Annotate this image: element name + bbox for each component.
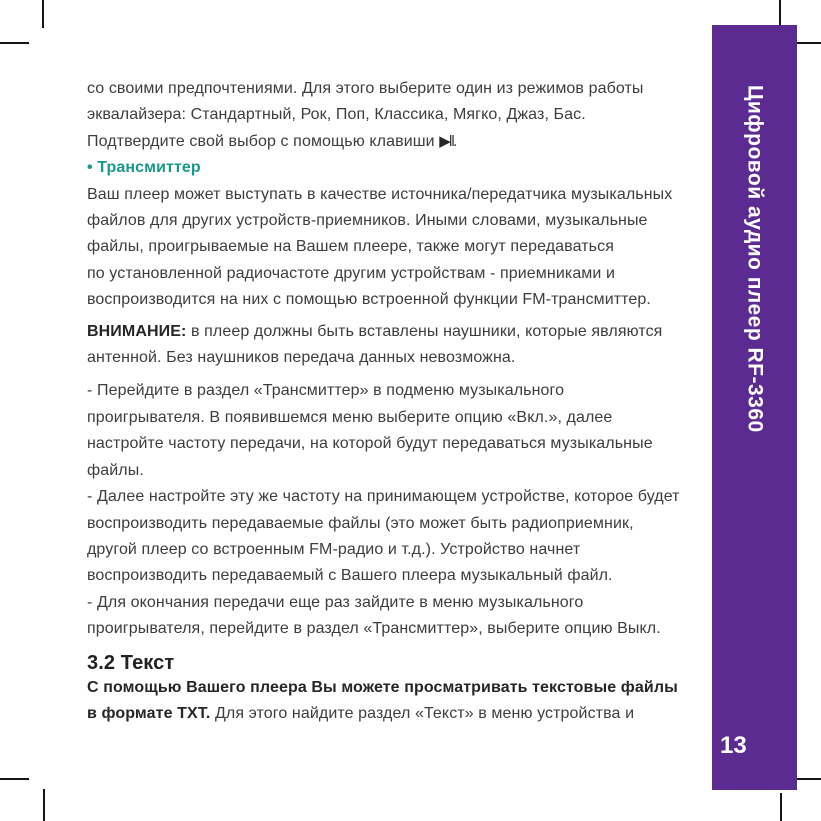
body-line <box>87 701 683 727</box>
body-line: Ваш плеер может выступать в качестве источника/передатчика музыкальных <box>87 185 673 203</box>
body-line: проигрывателя, перейдите в раздел «Трансмиттер», выберите опцию Выкл. <box>87 620 661 638</box>
body-line: воспроизводить передаваемые файлы (это может быть радиоприемник, <box>87 514 634 532</box>
body-line <box>87 319 683 345</box>
body-line: файлы, проигрываемые на Вашем плеере, также могут передаваться <box>87 238 614 256</box>
transmitter-heading-label: Трансмиттер <box>97 159 201 177</box>
body-line: настройте частоту передачи, на которой будут передаваться музыкальные <box>87 435 653 453</box>
paragraph-equalizer <box>87 76 683 155</box>
body-line-text: Для этого найдите раздел «Текст» в меню устройства и <box>210 704 635 722</box>
section-heading-3-2: 3.2 Текст <box>87 651 175 674</box>
body-line: воспроизводится на них с помощью встроенной функции FM-трансмиттер. <box>87 291 651 309</box>
body-line: - Далее настройте эту же частоту на принимающем устройстве, которое будет <box>87 488 680 506</box>
body-line: по установленной радиочастоте другим устройствам - приемниками и <box>87 264 616 282</box>
body-line: проигрывателя. В появившемся меню выберите опцию «Вкл.», далее <box>87 408 613 426</box>
crop-mark-bottom-left-horizontal <box>0 778 29 780</box>
transmitter-section-heading <box>87 155 683 181</box>
txt-format-label: в формате TXT. <box>87 704 211 722</box>
body-line: эквалайзера: Стандартный, Рок, Поп, Классика, Мягко, Джаз, Бас. <box>87 106 586 124</box>
crop-mark-top-left-vertical <box>42 0 44 28</box>
sidebar-band <box>712 25 797 790</box>
body-line: С помощью Вашего плеера Вы можете просматривать текстовые файлы <box>87 678 678 696</box>
body-line: антенной. Без наушников передача данных невозможна. <box>87 349 516 367</box>
body-line: воспроизводить передаваемый с Вашего плеера музыкальный файл. <box>87 567 613 585</box>
body-line: другой плеер со встроенным FM-радио и т.д.). Устройство начнет <box>87 540 581 558</box>
body-line: файлы. <box>87 461 144 479</box>
page-number: 13 <box>720 732 747 759</box>
sentence-period: . <box>453 132 458 150</box>
paragraph-text-viewer <box>87 675 683 728</box>
attention-text: в плеер должны быть вставлены наушники, которые являются <box>186 322 663 340</box>
crop-mark-bottom-right-horizontal <box>793 778 821 780</box>
body-line: - Перейдите в раздел «Трансмиттер» в подменю музыкального <box>87 382 565 400</box>
attention-label: ВНИМАНИЕ: <box>87 322 187 340</box>
body-line: со своими предпочтениями. Для этого выберите один из режимов работы <box>87 80 644 97</box>
body-line-text: Подтвердите свой выбор с помощью клавиши <box>87 132 435 150</box>
body-line <box>87 129 683 155</box>
crop-mark-bottom-right-vertical <box>780 793 782 821</box>
bullet-icon: • <box>87 159 93 177</box>
paragraph-attention <box>87 319 683 372</box>
play-pause-icon: ▶‖ <box>439 132 453 150</box>
body-line: файлов для других устройств-приемников. Иными словами, музыкальные <box>87 212 648 230</box>
body-line: - Для окончания передачи еще раз зайдите в меню музыкального <box>87 593 584 611</box>
crop-mark-top-right-vertical <box>779 0 781 28</box>
paragraph-transmitter-description <box>87 182 683 314</box>
crop-mark-top-left-horizontal <box>0 42 29 44</box>
paragraph-transmitter-steps <box>87 378 683 642</box>
sidebar-vertical-title: Цифровой аудио плеер RF-3360 <box>743 85 767 433</box>
crop-mark-bottom-left-vertical <box>43 789 45 821</box>
page-body-text <box>87 76 683 727</box>
